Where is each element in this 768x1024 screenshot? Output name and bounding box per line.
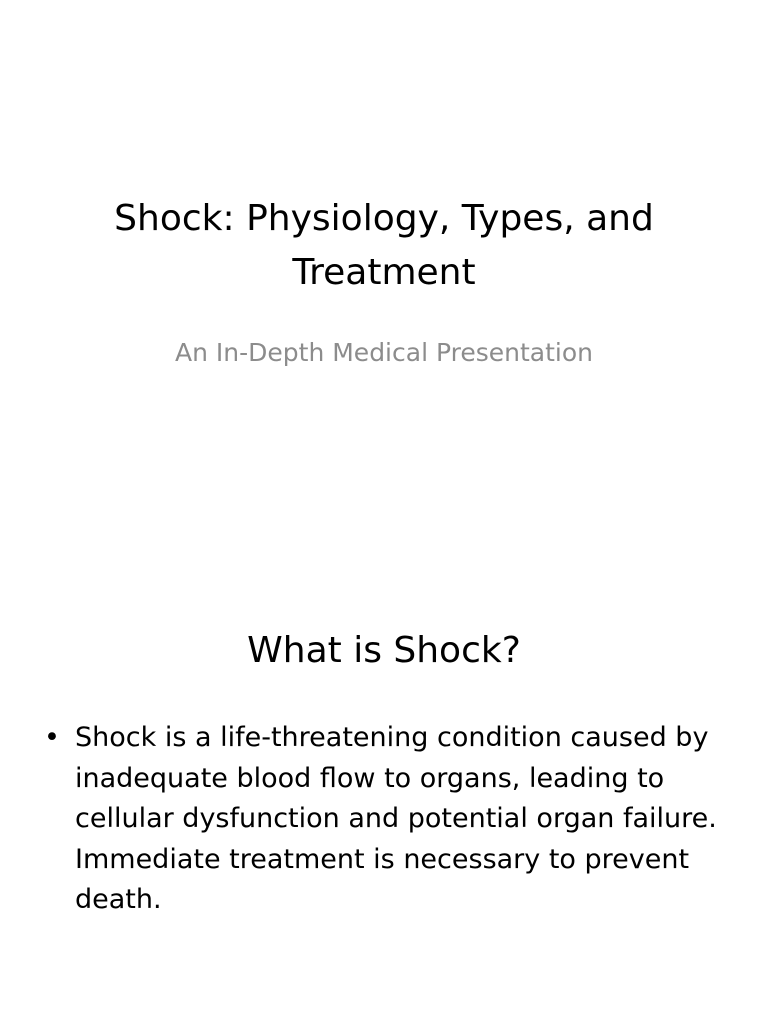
bullet-text: Shock is a life-threatening condition caused by inadequate blood flow to organs, leading to cellular dysfunction and potential organ failure. Immediate treatment is necessary to prevent death. — [75, 722, 717, 915]
bullet-marker: • — [44, 722, 60, 753]
content-slide — [0, 512, 768, 1024]
bullet-list — [44, 718, 728, 921]
presentation-subtitle: An In-Depth Medical Presentation — [175, 338, 593, 367]
slide-heading: What is Shock? — [247, 630, 521, 671]
bullet-item — [44, 718, 728, 921]
presentation-title: Shock: Physiology, Types, and Treatment — [114, 198, 654, 293]
